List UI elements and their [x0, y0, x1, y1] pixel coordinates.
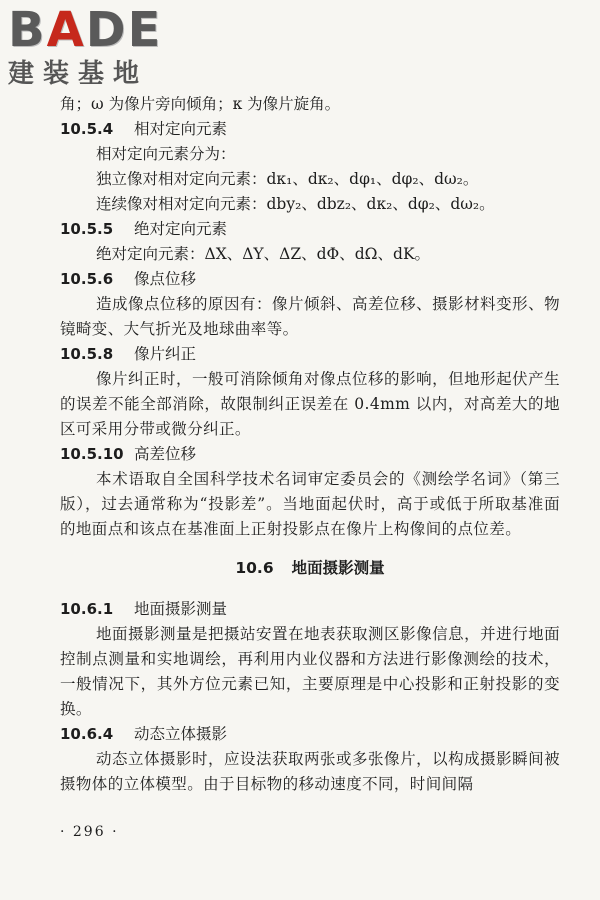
logo-letter-b: B	[8, 2, 47, 58]
clause-10-5-4-item-2: 连续像对相对定向元素：dby₂、dbz₂、dκ₂、dφ₂、dω₂。	[96, 195, 495, 213]
clause-10-6-4-heading	[60, 722, 560, 747]
section-number: 10.6	[235, 559, 274, 577]
clause-10-5-10-heading	[60, 442, 560, 467]
logo-letters-de: DE	[85, 2, 163, 58]
clause-10-6-1-heading	[60, 597, 560, 622]
logo-wordmark	[8, 2, 183, 58]
clause-number: 10.5.6	[60, 270, 114, 288]
clause-10-6-4-text: 动态立体摄影时，应设法获取两张或多张像片，以构成摄影瞬间被摄物体的立体模型。由于目标物的移动速度不同，时间间隔	[60, 750, 560, 793]
page-number: · 296 ·	[60, 824, 119, 840]
section-title-text: 地面摄影测量	[291, 559, 385, 577]
clause-title: 动态立体摄影	[134, 725, 228, 743]
page-body	[60, 92, 560, 797]
clause-10-5-10-text: 本术语取自全国科学技术名词审定委员会的《测绘学名词》（第三版），过去通常称为“投影差”。当地面起伏时，高于或低于所取基准面的地面点和该点在基准面上正射投影点在像片上构像间的点位差。	[60, 470, 560, 538]
clause-10-5-8-text: 像片纠正时，一般可消除倾角对像点位移的影响，但地形起伏产生的误差不能全部消除，故限制纠正误差在 0.4mm 以内，对高差大的地区可采用分带或微分纠正。	[60, 370, 560, 438]
clause-number: 10.5.10	[60, 445, 124, 463]
clause-number: 10.6.1	[60, 600, 114, 618]
clause-10-5-4-intro: 相对定向元素分为：	[96, 145, 236, 163]
clause-title: 绝对定向元素	[134, 220, 228, 238]
clause-title: 高差位移	[134, 445, 197, 463]
clause-number: 10.5.8	[60, 345, 114, 363]
logo-subtitle: 建装基地	[8, 59, 149, 89]
clause-number: 10.6.4	[60, 725, 114, 743]
clause-10-5-5-heading	[60, 217, 560, 242]
clause-title: 像点位移	[134, 270, 197, 288]
clause-10-5-4-heading	[60, 117, 560, 142]
clause-10-6-1-text: 地面摄影测量是把摄站安置在地表获取测区影像信息，并进行地面控制点测量和实地调绘，再利用内业仪器和方法进行影像测绘的技术，一般情况下，其外方位元素已知，主要原理是中心投影和正射投影的变换。	[60, 625, 560, 718]
clause-title: 地面摄影测量	[134, 600, 228, 618]
clause-10-5-6-text: 造成像点位移的原因有：像片倾斜、高差位移、摄影材料变形、物镜畸变、大气折光及地球曲率等。	[60, 295, 560, 338]
clause-number: 10.5.4	[60, 120, 114, 138]
clause-10-5-5-text: 绝对定向元素：ΔX、ΔY、ΔZ、dΦ、dΩ、dK。	[96, 245, 431, 263]
bade-logo	[8, 2, 183, 92]
clause-10-5-6-heading	[60, 267, 560, 292]
section-10-6-title	[60, 556, 560, 581]
continuation-line: 角；ω 为像片旁向倾角；κ 为像片旋角。	[60, 95, 341, 113]
logo-letter-a: A	[46, 2, 86, 58]
clause-number: 10.5.5	[60, 220, 114, 238]
clause-10-5-4-item-1: 独立像对相对定向元素：dκ₁、dκ₂、dφ₁、dφ₂、dω₂。	[96, 170, 479, 188]
clause-10-5-8-heading	[60, 342, 560, 367]
clause-title: 像片纠正	[134, 345, 197, 363]
clause-title: 相对定向元素	[134, 120, 228, 138]
